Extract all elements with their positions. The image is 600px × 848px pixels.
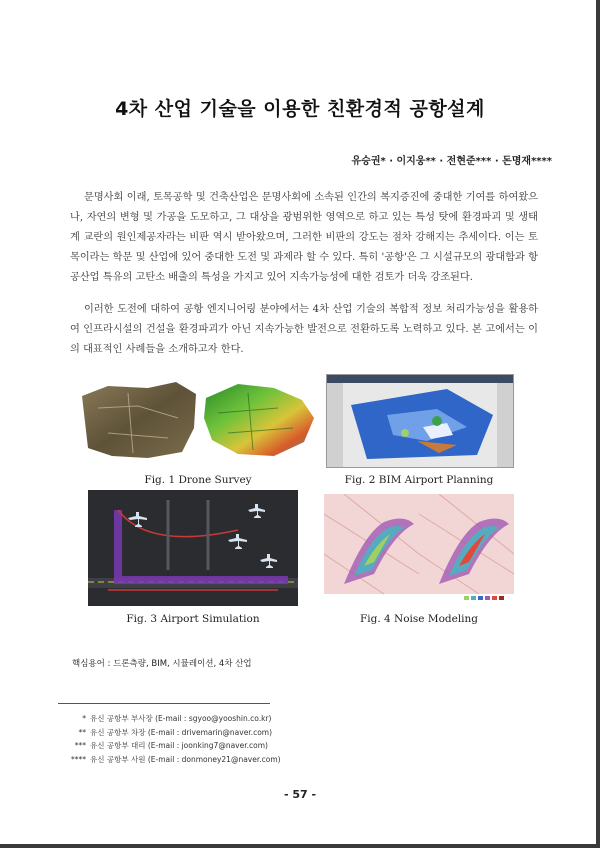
paragraph-scope: 이러한 도전에 대하여 공항 엔지니어링 분야에서는 4차 산업 기술의 복합적 정보 처리가능성을 활용하여 인프라시설의 건설을 환경파괴가 아닌 지속가능한 발전으로 전환하도록 노력하고 있다. 본 고에서는 이의 대표적인 사례들을 소개하고자 한다. bbox=[70, 304, 538, 355]
footnote-divider bbox=[58, 703, 270, 704]
footnote-item bbox=[56, 726, 281, 740]
figure-2-caption: Fig. 2 BIM Airport Planning bbox=[344, 474, 494, 486]
figure-noise-modeling bbox=[324, 494, 514, 604]
footnote-mark: ** bbox=[78, 727, 86, 737]
footnote-item bbox=[56, 739, 281, 753]
footnote-text: 유신 공항부 차장 (E-mail : drivemarin@naver.com) bbox=[90, 727, 273, 737]
footnote-item bbox=[56, 712, 281, 726]
footnote-mark: * bbox=[82, 714, 86, 723]
footnote-text: 유신 공항부 대리 (E-mail : joonking7@naver.com) bbox=[90, 741, 268, 750]
bim-planning-image bbox=[327, 375, 513, 467]
figure-4-caption: Fig. 4 Noise Modeling bbox=[359, 613, 479, 625]
figure-3-caption: Fig. 3 Airport Simulation bbox=[126, 613, 260, 625]
airport-simulation-image bbox=[88, 490, 298, 606]
author-list: 유승권* · 이지웅** · 전현준*** · 돈명재**** bbox=[351, 156, 552, 167]
footnotes bbox=[56, 712, 281, 766]
drone-survey-image bbox=[78, 378, 318, 462]
footnote-item bbox=[56, 753, 281, 767]
figure-airport-simulation bbox=[88, 490, 298, 606]
keywords: 핵심용어 : 드론측량, BIM, 시뮬레이션, 4차 산업 bbox=[72, 659, 252, 669]
figure-bim-planning bbox=[326, 374, 514, 468]
footnote-text: 유신 공항부 부사장 (E-mail : sgyoo@yooshin.co.kr) bbox=[90, 714, 272, 723]
footnote-mark: **** bbox=[71, 754, 86, 764]
paragraph-intro: 문명사회 이래, 토목공학 및 건축산업은 문명사회에 소속된 인간의 복지증진에 중대한 기여를 하여왔으나, 자연의 변형 및 가공을 도모하고, 그 대상을 광범위한 영역으로 하고 있는 특성 탓에 환경파괴 및 생태계 교란의 원인제공자라는 비판 역시 받아왔으며, 그러한 비판의 강도는 점차 강해지는 추세이다. 이는 토목이라는 학문 및 산업에 있어 중대한 도전 및 과제라 할 수 있다. 특히 '공항'은 그 시설규모의 광대함과 항공산업 특유의 고탄소 배출의 특성을 가지고 있어 지속가능성에 대한 검토가 더욱 강조된다. bbox=[70, 192, 538, 283]
page-title: 4차 산업 기술을 이용한 친환경적 공항설계 bbox=[115, 98, 485, 120]
figure-1-caption: Fig. 1 Drone Survey bbox=[144, 474, 252, 486]
footnote-mark: *** bbox=[74, 741, 86, 750]
figure-drone-survey bbox=[78, 378, 318, 462]
page-number: - 57 - bbox=[283, 788, 317, 801]
noise-modeling-image bbox=[324, 494, 514, 604]
footnote-text: 유신 공항부 사원 (E-mail : donmoney21@naver.com) bbox=[90, 754, 281, 764]
